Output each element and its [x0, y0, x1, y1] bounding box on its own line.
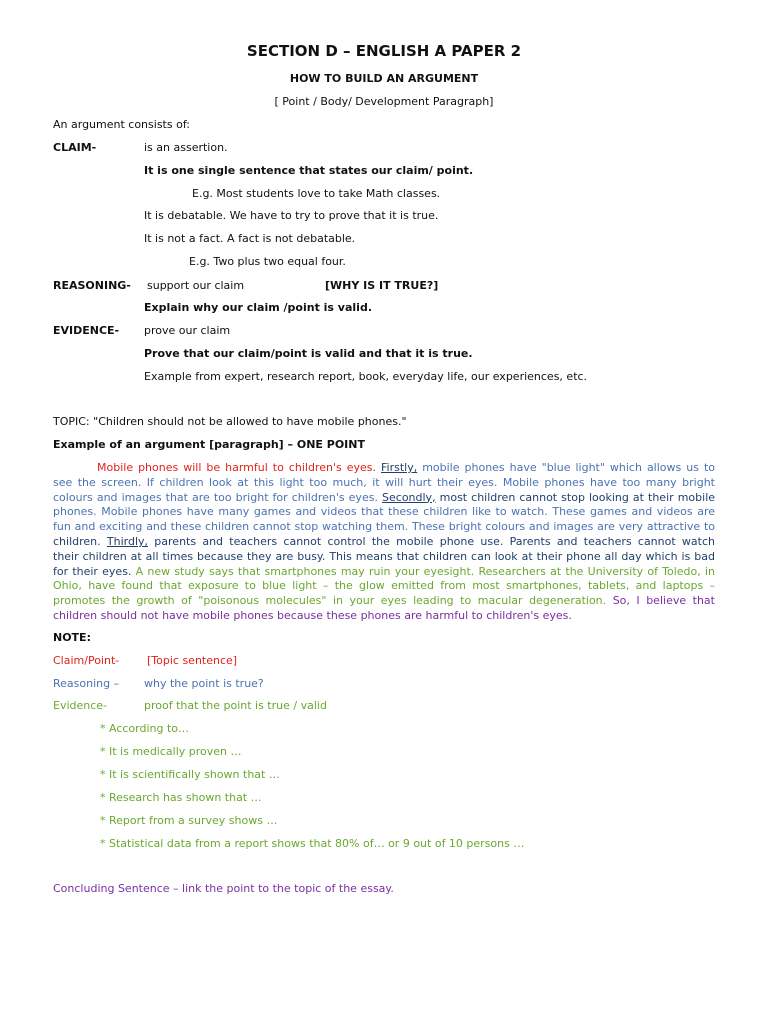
paragraph-reasoning: mobile phones have "blue light" which allows us to: [422, 461, 715, 474]
paragraph-conclusion: So, I believe that: [612, 594, 715, 608]
paragraph-line: phones. Mobile phones have many games and videos that these children like to watch. These games and videos are: [53, 505, 715, 519]
evidence-line-3: Example from expert, research report, book, everyday life, our experiences, etc.: [144, 370, 588, 383]
reasoning-label: REASONING-: [53, 279, 131, 292]
evidence-item: * Research has shown that …: [100, 791, 262, 804]
paragraph-reasoning: most children cannot stop looking at their mobile: [439, 490, 716, 504]
evidence-item: * Report from a survey shows …: [100, 814, 278, 827]
paragraph-line: Ohio, have found that exposure to blue light – the glow emitted from most smartphones, tablets, and laptops –: [53, 579, 715, 593]
topic-line: TOPIC: "Children should not be allowed to have mobile phones.": [53, 415, 407, 428]
intro-text: An argument consists of:: [53, 118, 191, 131]
claim-line-4: It is not a fact. A fact is not debatable.: [144, 232, 356, 245]
reasoning-line-1: support our claim: [147, 279, 245, 292]
note-evidence-label: Evidence-: [53, 699, 108, 712]
page-title: SECTION D – ENGLISH A PAPER 2: [246, 42, 522, 60]
paragraph-line: fun and exciting and these children cannot stop watching them. These bright colours and images are very attractive to: [53, 520, 715, 534]
evidence-item: * Statistical data from a report shows that 80% of… or 9 out of 10 persons …: [100, 837, 525, 850]
reasoning-line-2: Explain why our claim /point is valid.: [144, 301, 372, 314]
evidence-line-1: prove our claim: [144, 324, 231, 337]
evidence-item: * It is scientifically shown that …: [100, 768, 280, 781]
note-reasoning-desc: why the point is true?: [144, 677, 264, 690]
paragraph-line: [53, 491, 715, 506]
evidence-label: EVIDENCE-: [53, 324, 120, 337]
page-subtitle: HOW TO BUILD AN ARGUMENT: [289, 72, 479, 85]
paragraph-evidence: promotes the growth of "poisonous molecules" in your eyes leading to macular degeneration.: [53, 594, 607, 608]
evidence-line-2: Prove that our claim/point is valid and that it is true.: [144, 347, 473, 360]
claim-line-1: is an assertion.: [144, 141, 228, 154]
claim-label: CLAIM-: [53, 141, 97, 154]
note-claim-label: Claim/Point-: [53, 654, 120, 667]
note-heading: NOTE:: [53, 631, 91, 644]
paragraph-line: [53, 565, 715, 580]
transition-thirdly: Thirdly,: [106, 534, 149, 548]
transition-firstly: Firstly,: [380, 461, 418, 474]
concluding-sentence-note: Concluding Sentence – link the point to the topic of the essay.: [53, 882, 394, 895]
claim-example-1: E.g. Most students love to take Math classes.: [192, 187, 441, 200]
paragraph-line: their children at all times because they are busy. This means that children can look at their phone all day which is bad: [53, 549, 715, 563]
claim-example-2: E.g. Two plus two equal four.: [189, 255, 346, 268]
paragraph-evidence: A new study says that smartphones may ruin your eyesight. Researchers at the University of Toledo, in: [135, 564, 715, 578]
transition-secondly: Secondly,: [382, 490, 436, 504]
paragraph-reasoning: colours and images that are too bright for children's eyes.: [53, 490, 378, 504]
bracket-note: [ Point / Body/ Development Paragraph]: [274, 95, 494, 108]
paragraph-line: [53, 594, 715, 609]
paragraph-reasoning: children.: [53, 534, 101, 548]
paragraph-reasoning: parents and teachers cannot control the mobile phone use. Parents and teachers cannot watch: [154, 534, 715, 548]
evidence-item: * According to…: [100, 722, 190, 735]
claim-line-3: It is debatable. We have to try to prove that it is true.: [144, 209, 439, 222]
reasoning-bracket: [WHY IS IT TRUE?]: [325, 279, 439, 292]
note-reasoning-label: Reasoning –: [53, 677, 120, 690]
paragraph-line: [53, 461, 715, 476]
note-evidence-desc: proof that the point is true / valid: [144, 699, 327, 712]
note-claim-desc: [Topic sentence]: [147, 654, 238, 667]
example-heading: Example of an argument [paragraph] – ONE POINT: [53, 438, 365, 451]
claim-line-2: It is one single sentence that states our claim/ point.: [144, 164, 474, 177]
paragraph-claim: Mobile phones will be harmful to children's eyes.: [97, 461, 376, 474]
paragraph-line: children should not have mobile phones because these phones are harmful to children's eyes.: [53, 608, 572, 622]
paragraph-reasoning: for their eyes.: [53, 564, 132, 578]
paragraph-line: see the screen. If children look at this light too much, it will hurt their eyes. Mobile phones have too many bright: [53, 475, 715, 489]
evidence-item: * It is medically proven …: [100, 745, 242, 758]
example-paragraph: [53, 461, 715, 624]
paragraph-line: [53, 535, 715, 550]
